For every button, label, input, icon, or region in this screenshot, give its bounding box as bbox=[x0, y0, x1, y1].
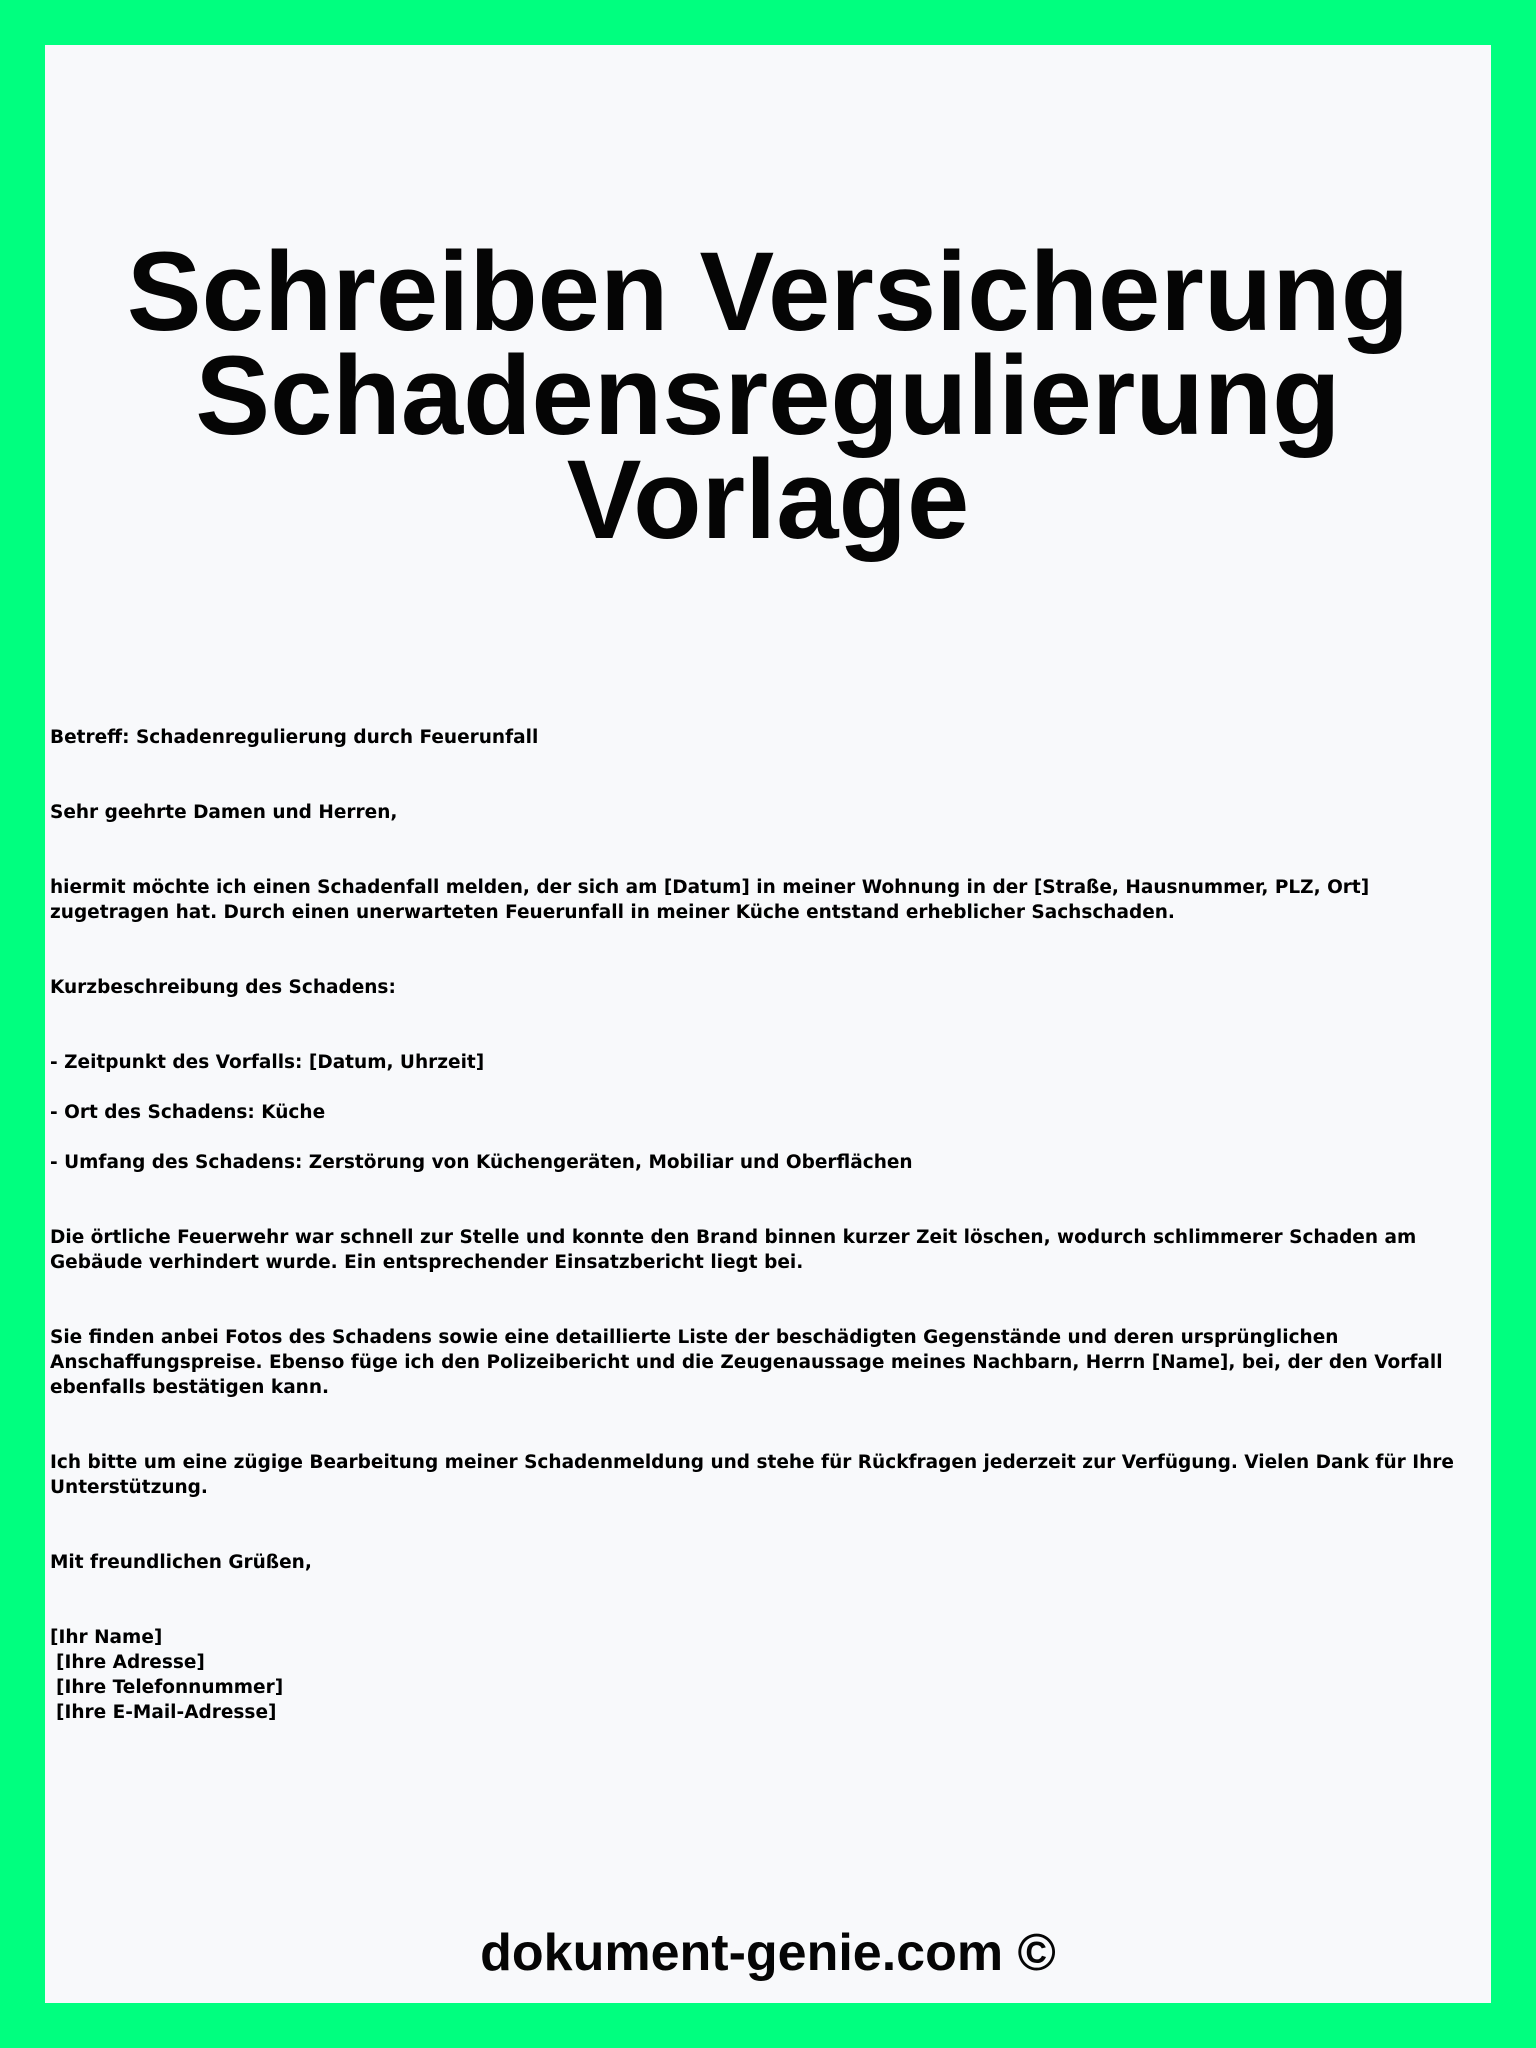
letter-body bbox=[50, 725, 1486, 1725]
attachments-paragraph: Sie finden anbei Fotos des Schadens sowie eine detaillierte Liste der beschädigten Gegenstände und deren ursprünglichen Anschaffungspreise. Ebenso füge ich den Polizeibericht und die Zeugenaussage meines Nachbarn, Herrn [Name], bei, der den Vorfall ebenfalls bestätigen kann. bbox=[50, 1327, 1443, 1398]
signature-address: [Ihre Adresse] bbox=[56, 1652, 205, 1673]
title-line-3: Vorlage bbox=[566, 437, 970, 562]
bullet-time: - Zeitpunkt des Vorfalls: [Datum, Uhrzeit] bbox=[50, 1052, 485, 1073]
title-line-2: Schadensregulierung bbox=[195, 333, 1341, 458]
intro-paragraph: hiermit möchte ich einen Schadenfall melden, der sich am [Datum] in meiner Wohnung in der [Straße, Hausnummer, PLZ, Ort] zugetragen hat. Durch einen unerwarteten Feuerunfall in meiner Küche entstand erheblicher Sachschaden. bbox=[50, 877, 1370, 923]
title-line-1: Schreiben Versicherung bbox=[126, 229, 1410, 354]
summary-heading: Kurzbeschreibung des Schadens: bbox=[50, 977, 396, 998]
document-page bbox=[45, 45, 1491, 2003]
salutation: Sehr geehrte Damen und Herren, bbox=[50, 802, 398, 823]
bullet-extent: - Umfang des Schadens: Zerstörung von Küchengeräten, Mobiliar und Oberflächen bbox=[50, 1152, 913, 1173]
footer-watermark: dokument-genie.com © bbox=[480, 1924, 1056, 1982]
request-paragraph: Ich bitte um eine zügige Bearbeitung meiner Schadenmeldung und stehe für Rückfragen jederzeit zur Verfügung. Vielen Dank für Ihre Unterstützung. bbox=[50, 1452, 1454, 1498]
closing-line: Mit freundlichen Grüßen, bbox=[50, 1552, 312, 1573]
fire-paragraph: Die örtliche Feuerwehr war schnell zur Stelle und konnte den Brand binnen kurzer Zeit löschen, wodurch schlimmerer Schaden am Gebäude verhindert wurde. Ein entsprechender Einsatzbericht liegt bei. bbox=[50, 1227, 1417, 1273]
signature-email: [Ihre E-Mail-Adresse] bbox=[56, 1702, 277, 1723]
subject-line: Betreff: Schadenregulierung durch Feuerunfall bbox=[50, 727, 539, 748]
signature-name: [Ihr Name] bbox=[50, 1627, 163, 1648]
page-title bbox=[45, 229, 1491, 562]
bullet-location: - Ort des Schadens: Küche bbox=[50, 1102, 326, 1123]
signature-block bbox=[50, 1625, 1486, 1725]
signature-phone: [Ihre Telefonnummer] bbox=[56, 1677, 284, 1698]
